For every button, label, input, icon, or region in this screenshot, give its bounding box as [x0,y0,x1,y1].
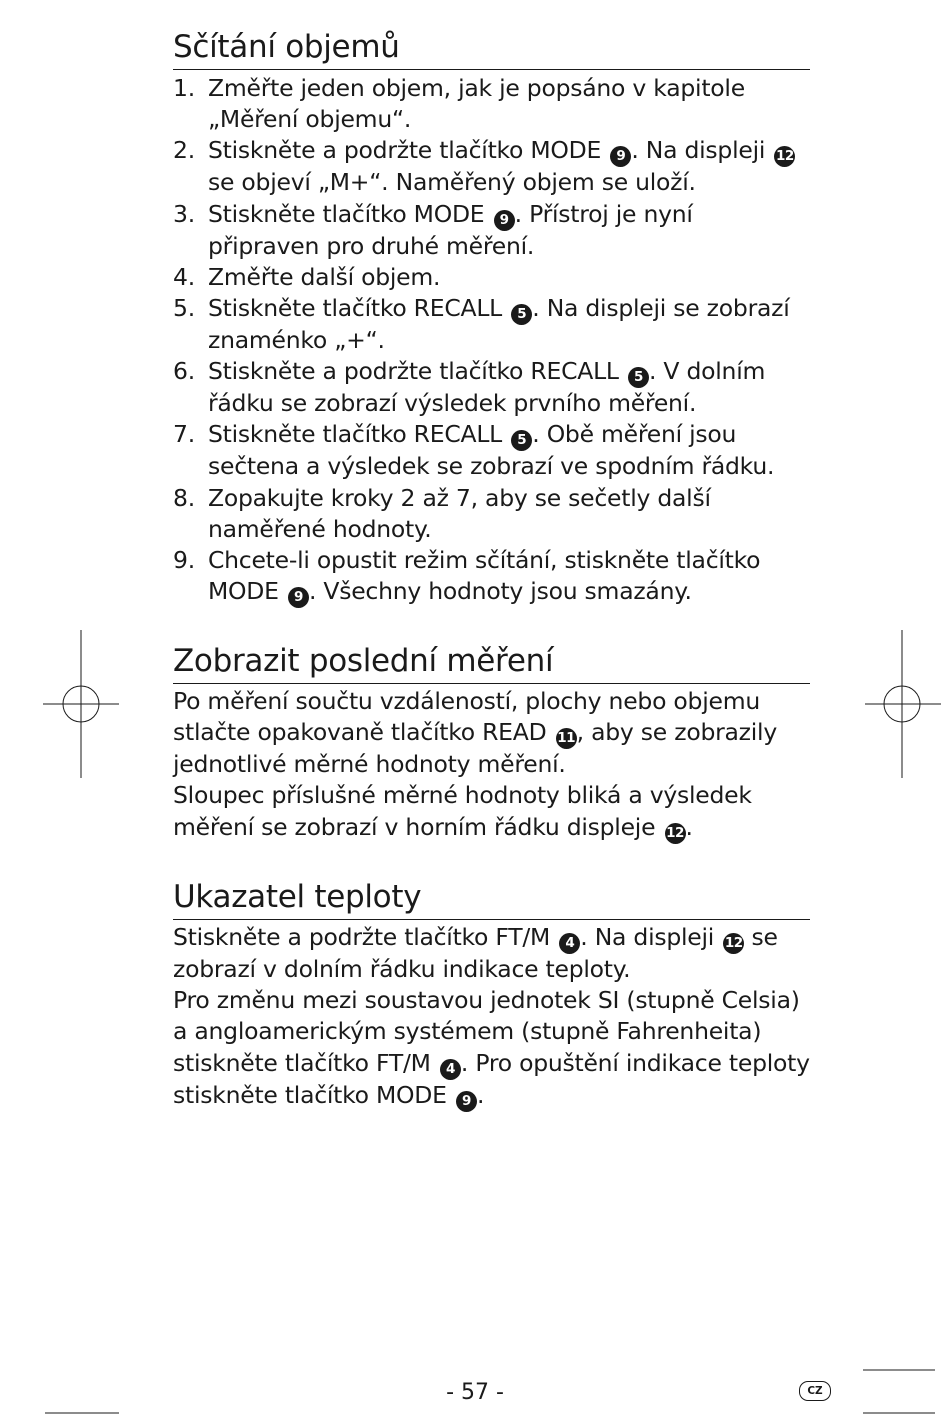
list-item [173,356,810,419]
text-run: . [476,1080,485,1109]
text-run: . Obě měření jsou sečtena a výsledek se zobrazí ve spodním řádku. [208,420,775,481]
paragraph [173,780,810,843]
text-run: Stiskněte a podržte tlačítko MODE [208,136,609,165]
text-run: . Na displeji [580,923,722,951]
section-title: Zobrazit poslední měření [173,642,810,684]
step-number: 4. [173,262,195,291]
section-title: Ukazatel teploty [173,878,810,920]
circled-number-icon: 4 [440,1059,461,1080]
section-body [173,686,810,844]
text-run: Sloupec příslušné měrné hodnoty bliká a výsledek měření se zobrazí v horním řádku displeje [173,781,752,841]
section-temperature [173,878,810,1112]
text-run: . Na displeji se zobrazí znaménko „+“. [208,294,790,355]
text-run: . Přístroj je nyní připraven pro druhé měření. [208,199,693,260]
circled-number-icon: 11 [556,728,577,749]
section-title: Sčítání objemů [173,28,810,70]
section-body [173,922,810,1112]
paragraph [173,686,810,780]
list-item [173,262,810,293]
step-number: 2. [173,136,195,165]
list-item [173,73,810,135]
language-badge: CZ [799,1381,831,1401]
text-run: Stiskněte a podržte tlačítko RECALL [208,357,626,386]
step-number: 3. [173,199,195,228]
circled-number-icon: 9 [610,146,631,167]
text-run: . [685,812,693,841]
text-run: se objeví „M+“. Naměřený objem se uloží. [208,168,696,197]
circled-number-icon: 12 [665,823,686,844]
circled-number-icon: 5 [511,304,532,325]
list-item [173,483,810,545]
text-run: Změřte další objem. [208,262,441,291]
circled-number-icon: 9 [288,587,309,608]
step-number: 6. [173,357,195,386]
circled-number-icon: 12 [723,933,744,954]
step-number: 5. [173,294,195,323]
list-item [173,199,810,262]
step-number: 9. [173,546,195,575]
step-number: 7. [173,420,195,449]
page-number: - 57 - [446,1380,504,1405]
text-run: Chcete-li opustit režim sčítání, stiskněte tlačítko MODE [208,546,761,606]
step-number: 8. [173,483,195,512]
circled-number-icon: 9 [494,210,515,231]
text-run: . Všechny hodnoty jsou smazány. [308,577,692,606]
circled-number-icon: 5 [511,430,532,451]
list-item [173,419,810,482]
text-run: Pro změnu mezi soustavou jednotek SI (stupně Celsia) a angloamerickým systémem (stupně Fahrenheita) stiskněte tlačítko FT/M [173,986,800,1077]
circled-number-icon: 5 [628,367,649,388]
circled-number-icon: 4 [559,933,580,954]
section-summing-volumes [173,28,810,608]
text-run: , aby se zobrazily jednotlivé měrné hodnoty měření. [173,718,777,779]
text-run: . Na displeji [631,136,773,165]
paragraph [173,922,810,985]
text-run: Stiskněte a podržte tlačítko FT/M [173,923,558,951]
text-run: Stiskněte tlačítko MODE [208,199,492,228]
list-item [173,545,810,608]
text-run: Zopakujte kroky 2 až 7, aby se sečetly další naměřené hodnoty. [208,483,711,543]
list-item [173,293,810,356]
paragraph [173,985,810,1111]
registration-mark-icon-left [43,630,119,778]
text-run: . Pro opuštění indikace teploty stiskněte tlačítko MODE [173,1048,810,1109]
text-run: . V dolním řádku se zobrazí výsledek prvního měření. [208,357,766,418]
text-run: Stiskněte tlačítko RECALL [208,420,510,449]
text-run: Po měření součtu vzdáleností, plochy nebo objemu stlačte opakovaně tlačítko READ [173,687,760,747]
step-number: 1. [173,74,195,102]
circled-number-icon: 9 [456,1091,477,1112]
circled-number-icon: 12 [774,146,795,167]
text-run: se zobrazí v dolním řádku indikace teploty. [173,923,778,983]
section-last-measurement [173,642,810,844]
steps-list [173,73,810,608]
registration-mark-icon-right [865,630,941,778]
text-run: Změřte jeden objem, jak je popsáno v kapitole „Měření objemu“. [208,74,745,134]
text-run: Stiskněte tlačítko RECALL [208,294,510,323]
list-item [173,135,810,198]
